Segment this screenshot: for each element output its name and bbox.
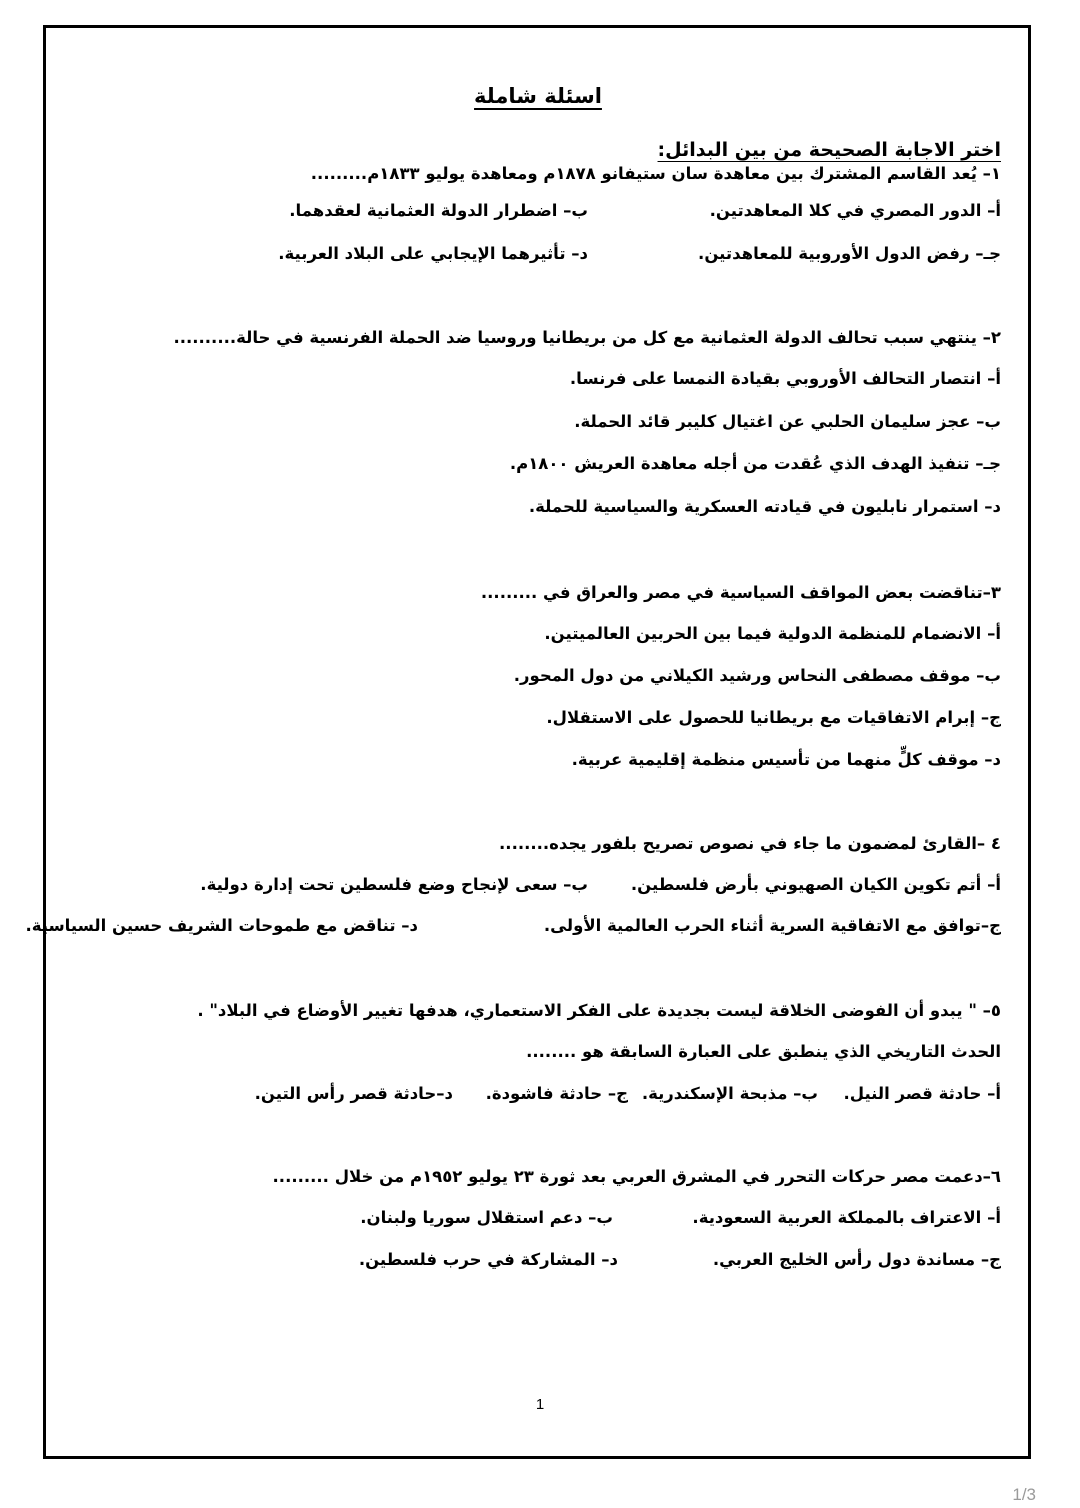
question-5-stem: ٥– " يبدو أن الفوضى الخلاقة ليست بجديدة على الفكر الاستعماري، هدفها تغيير الأوضاع في البلاد" . bbox=[197, 1001, 1001, 1020]
page-title: اسئلة شاملة bbox=[474, 84, 602, 108]
question-1-stem: ١– يُعد القاسم المشترك بين معاهدة سان ستيفانو ١٨٧٨م ومعاهدة يوليو ١٨٣٣م......... bbox=[310, 164, 1001, 183]
question-5-option-d: د–حادثة قصر رأس التين. bbox=[254, 1084, 453, 1103]
question-4-option-c: ج–توافق مع الاتفاقية السرية أثناء الحرب العالمية الأولى. bbox=[543, 916, 1001, 935]
question-3-option-d: د– موقف كلٍّ منهما من تأسيس منظمة إقليمية عربية. bbox=[571, 750, 1001, 769]
question-1-option-a: أ– الدور المصري في كلا المعاهدتين. bbox=[709, 201, 1001, 220]
question-2-option-a: أ– انتصار التحالف الأوروبي بقيادة النمسا على فرنسا. bbox=[569, 369, 1001, 388]
question-4-option-d: د– تناقض مع طموحات الشريف حسين السياسية. bbox=[25, 916, 418, 935]
page-counter: 1/3 bbox=[1012, 1485, 1036, 1504]
instruction-heading: اختر الاجابة الصحيحة من بين البدائل: bbox=[657, 139, 1001, 161]
question-4-stem: ٤ –القارئ لمضمون ما جاء في نصوص تصريح بلفور يجده........ bbox=[499, 834, 1001, 853]
question-4-option-b: ب– سعى لإنجاح وضع فلسطين تحت إدارة دولية. bbox=[200, 875, 588, 894]
question-3-option-a: أ– الانضمام للمنظمة الدولية فيما بين الحربين العالميتين. bbox=[544, 624, 1001, 643]
question-6-stem: ٦–دعمت مصر حركات التحرر في المشرق العربي بعد ثورة ٢٣ يوليو ١٩٥٢م من خلال ......... bbox=[272, 1167, 1001, 1186]
question-2-option-c: جـ– تنفيذ الهدف الذي عُقدت من أجله معاهدة العريش ١٨٠٠م. bbox=[509, 454, 1001, 473]
question-1-option-b: ب– اضطرار الدولة العثمانية لعقدهما. bbox=[289, 201, 588, 220]
question-4-option-a: أ– أتم تكوين الكيان الصهيوني بأرض فلسطين. bbox=[630, 875, 1001, 894]
question-6-option-c: ج– مساندة دول رأس الخليج العربي. bbox=[712, 1250, 1001, 1269]
question-6-option-d: د– المشاركة في حرب فلسطين. bbox=[358, 1250, 618, 1269]
page-border bbox=[43, 25, 1031, 1459]
question-6-option-a: أ– الاعتراف بالمملكة العربية السعودية. bbox=[692, 1208, 1001, 1227]
question-6-option-b: ب– دعم استقلال سوريا ولبنان. bbox=[360, 1208, 613, 1227]
question-3-stem: ٣–تناقضت بعض المواقف السياسية في مصر والعراق في ......... bbox=[480, 583, 1001, 602]
question-3-option-c: ج– إبرام الاتفاقيات مع بريطانيا للحصول على الاستقلال. bbox=[546, 708, 1001, 727]
question-5-stem-continued: الحدث التاريخي الذي ينطبق على العبارة السابقة هو ........ bbox=[526, 1042, 1001, 1061]
question-3-option-b: ب– موقف مصطفى النحاس ورشيد الكيلاني من دول المحور. bbox=[513, 666, 1001, 685]
question-2-option-b: ب– عجز سليمان الحلبي عن اغتيال كليبر قائد الحملة. bbox=[574, 412, 1001, 431]
question-5-option-c: ج– حادثة فاشودة. bbox=[485, 1084, 628, 1103]
question-5-option-a: أ– حادثة قصر النيل. bbox=[843, 1084, 1001, 1103]
question-1-option-c: جـ– رفض الدول الأوروبية للمعاهدتين. bbox=[698, 244, 1001, 263]
page-number: 1 bbox=[535, 1396, 545, 1413]
question-2-stem: ٢– ينتهي سبب تحالف الدولة العثمانية مع كل من بريطانيا وروسيا ضد الحملة الفرنسية في حالة.......... bbox=[173, 328, 1001, 347]
question-1-option-d: د– تأثيرهما الإيجابي على البلاد العربية. bbox=[278, 244, 588, 263]
question-5-option-b: ب– مذبحة الإسكندرية. bbox=[641, 1084, 818, 1103]
question-2-option-d: د– استمرار نابليون في قيادته العسكرية والسياسية للحملة. bbox=[528, 497, 1001, 516]
